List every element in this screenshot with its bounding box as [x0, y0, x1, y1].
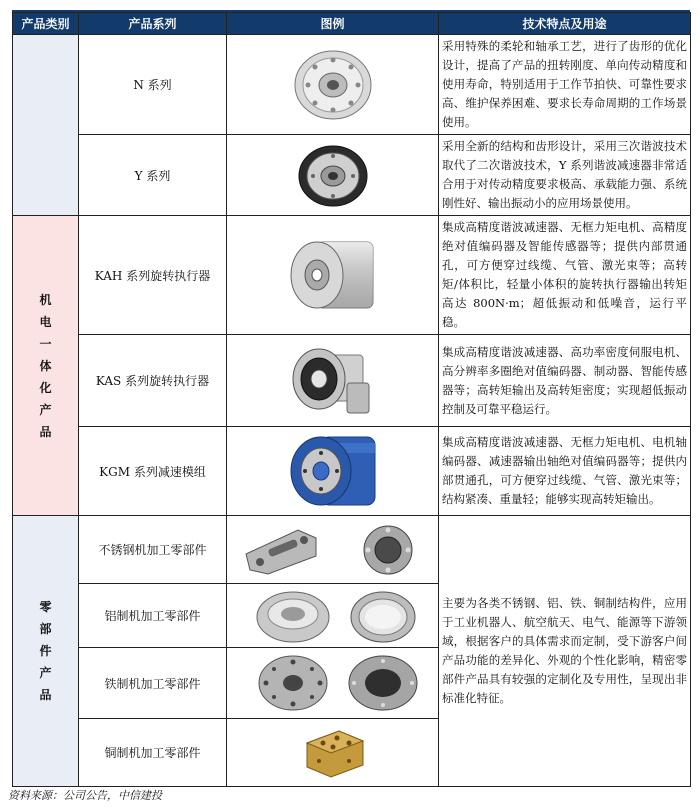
category-cell-harmonic [13, 35, 79, 216]
rotary-actuator-kah-image [227, 216, 439, 335]
harmonic-reducer-y-image [227, 135, 439, 216]
feature-description: 集成高精度谐波减速器、无框力矩电机、电机轴编码器、减速器输出轴绝对值编码器等；提供内部贯通孔，可方便穿过线缆、气管、激光束等；结构紧凑、重量轻；能够实现高转矩输出。 [439, 427, 691, 516]
feature-description: 集成高精度谐波减速器、无框力矩电机、高精度绝对值编码器及智能传感器等；提供内部贯通孔，可方便穿过线缆、气管、激光束等；高转矩/体积比，轻量小体积的旋转执行器输出转矩高达 800N·m；超低振动和低噪音，运行平稳。 [439, 216, 691, 335]
category-char: 品 [39, 688, 52, 702]
category-cell-parts [13, 516, 79, 787]
category-char: 部 [39, 622, 52, 636]
category-char: 一 [39, 336, 52, 351]
table-row [13, 516, 691, 584]
copper-parts-image [227, 719, 439, 787]
table-row [13, 35, 691, 135]
feature-description: 采用特殊的柔轮和轴承工艺，进行了齿形的优化设计，提高了产品的扭转刚度、单向传动精度和使用寿命，特别适用于工作节拍快、可靠性要求高、维护保养困难、要求长寿命周期的工作场景使用。 [439, 35, 691, 135]
feature-description: 采用全新的结构和齿形设计，采用三次谐波技术取代了二次谐波技术，Y 系列谐波减速器非常适合用于对传动精度要求极高、承载能力强、系统刚性好、输出振动小的应用场景使用。 [439, 135, 691, 216]
series-cell: KGM 系列减速模组 [79, 427, 227, 516]
category-char: 产 [39, 666, 52, 680]
product-table [12, 12, 691, 787]
parts-description: 主要为各类不锈钢、铝、铁、铜制结构件，应用于工业机器人、航空航天、电气、能源等下游领域，根据客户的具体需求而定制，受下游客户间产品功能的差异化、外观的个性化影响，精密零部件产品具有较强的定制化及专用性，呈现出非标准化特征。 [439, 516, 691, 787]
table-row [13, 216, 691, 335]
category-char: 体 [39, 358, 52, 373]
source-note: 资料来源：公司公告，中信建投 [8, 789, 162, 802]
stainless-parts-image [227, 516, 439, 584]
series-cell: Y 系列 [79, 135, 227, 216]
series-cell: N 系列 [79, 35, 227, 135]
category-char: 机 [39, 292, 52, 307]
series-cell: 铜制机加工零部件 [79, 719, 227, 787]
table-row [13, 335, 691, 427]
feature-description: 集成高精度谐波减速器、高功率密度伺服电机、高分辨率多圈绝对值编码器、制动器、智能传感器等；高转矩输出及高转矩密度；实现超低振动控制及可靠平稳运行。 [439, 335, 691, 427]
category-char: 件 [39, 644, 52, 658]
header-series: 产品系列 [79, 13, 227, 35]
table-row [13, 135, 691, 216]
category-char: 产 [39, 402, 52, 417]
table-header-row [13, 13, 691, 35]
header-image: 图例 [227, 13, 439, 35]
table-row [13, 427, 691, 516]
series-cell: KAS 系列旋转执行器 [79, 335, 227, 427]
header-features: 技术特点及用途 [439, 13, 691, 35]
aluminum-parts-image [227, 584, 439, 648]
category-char: 零 [39, 600, 52, 614]
series-cell: 铝制机加工零部件 [79, 584, 227, 648]
series-cell: KAH 系列旋转执行器 [79, 216, 227, 335]
header-category: 产品类别 [13, 13, 79, 35]
harmonic-reducer-n-image [227, 35, 439, 135]
series-cell: 不锈钢机加工零部件 [79, 516, 227, 584]
category-char: 化 [39, 380, 52, 395]
series-cell: 铁制机加工零部件 [79, 648, 227, 719]
category-char: 品 [39, 424, 52, 439]
reduction-module-kgm-image [227, 427, 439, 516]
category-cell-mechatronics [13, 216, 79, 516]
iron-parts-image [227, 648, 439, 719]
category-char: 电 [39, 314, 52, 329]
rotary-actuator-kas-image [227, 335, 439, 427]
